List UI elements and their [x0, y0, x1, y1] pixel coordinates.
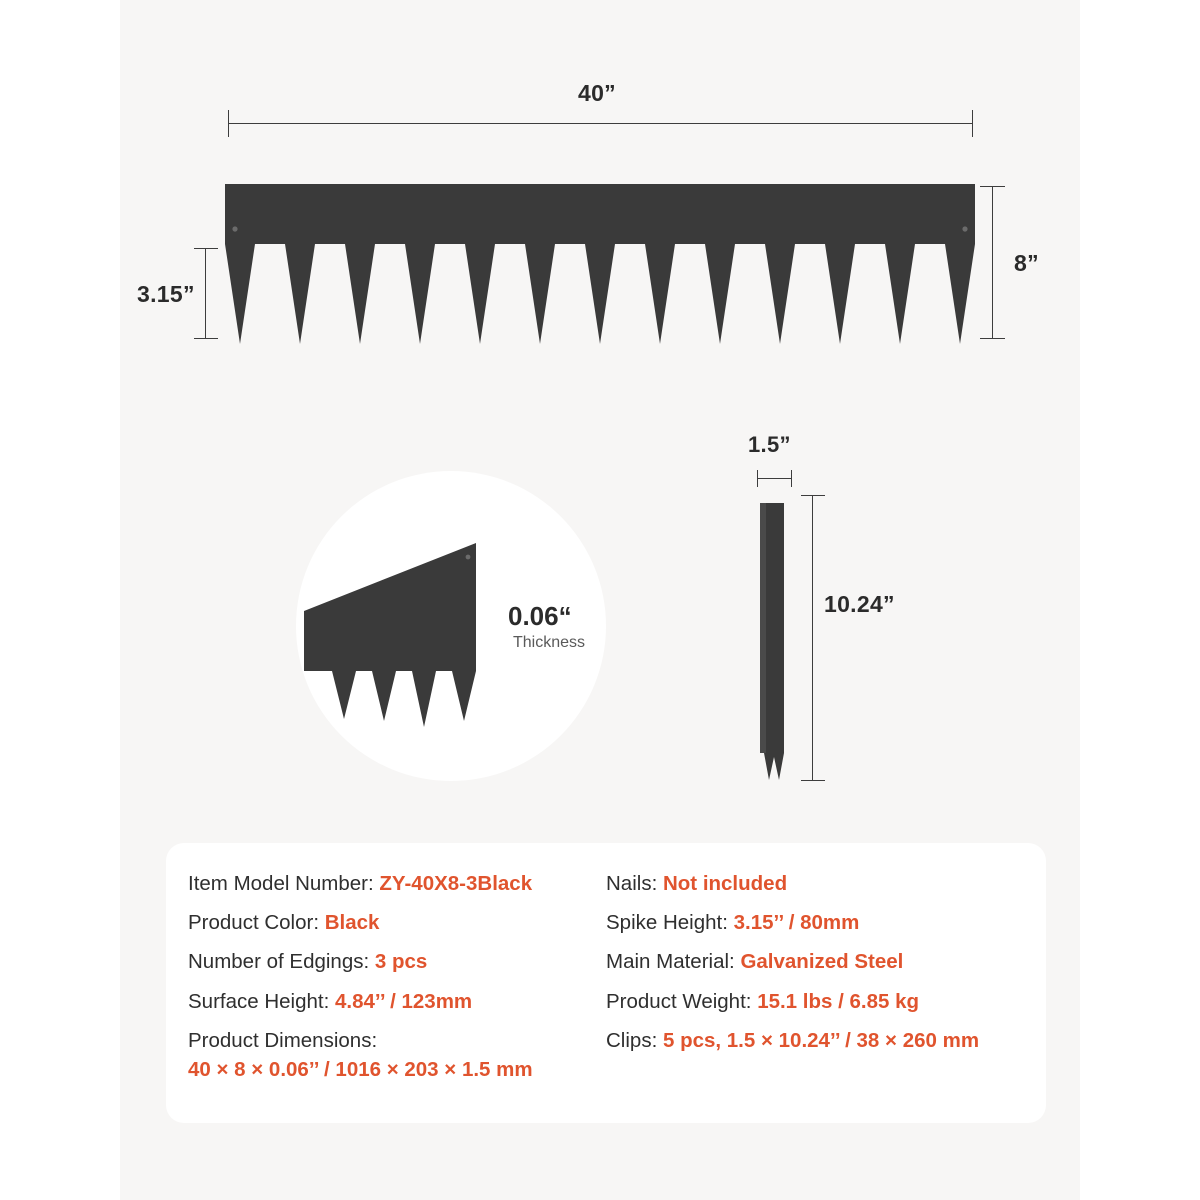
dimension-line-spike-height — [205, 248, 206, 338]
dimension-tick-left — [228, 110, 229, 137]
spec-label: Main Material: — [606, 950, 735, 974]
dimension-tick-height-top — [980, 186, 1005, 187]
spec-column-left — [188, 871, 608, 1096]
spec-row — [188, 1028, 608, 1083]
clip-svg — [758, 495, 790, 780]
spec-value: Not included — [662, 872, 788, 895]
thickness-detail-hole — [466, 555, 471, 560]
clip-highlight — [760, 503, 766, 753]
spec-value: 15.1 lbs / 6.85 kg — [757, 989, 920, 1013]
spec-value: Galvanized Steel — [740, 950, 904, 974]
spec-row — [606, 871, 1036, 897]
thickness-detail-shape — [304, 543, 476, 727]
spec-label: Product Weight: — [606, 989, 752, 1013]
spec-row — [606, 1028, 1036, 1054]
spec-value: 3.15’’ / 80mm — [733, 911, 860, 935]
dimension-line-clip-length — [812, 495, 813, 780]
spec-label: Item Model Number: — [188, 872, 374, 895]
dimension-tick-spike-bottom — [194, 338, 218, 339]
edging-hole-left — [232, 226, 237, 231]
spec-row — [606, 949, 1036, 975]
spec-row — [188, 871, 608, 897]
garden-edging-panel — [225, 184, 975, 344]
dimension-tick-clip-bottom — [801, 780, 825, 781]
spec-label: Product Dimensions: — [188, 1028, 378, 1052]
dimension-line-clip-width — [757, 478, 792, 479]
dimension-tick-clip-top — [801, 495, 825, 496]
dimension-line-overall-height — [992, 186, 993, 338]
edging-body — [225, 184, 975, 344]
spec-value: 40 × 8 × 0.06’’ / 1016 × 203 × 1.5 mm — [188, 1058, 533, 1082]
thickness-caption: Thickness — [513, 634, 586, 651]
spec-row — [188, 989, 608, 1015]
spec-value: ZY-40X8-3Black — [379, 872, 533, 895]
dimension-line-overall-length — [228, 123, 973, 124]
dimension-tick-right — [972, 110, 973, 137]
edging-hole-right — [962, 226, 967, 231]
spec-label: Product Color: — [188, 911, 320, 935]
spec-row — [188, 949, 608, 975]
spec-label: Clips: — [606, 1028, 658, 1052]
specification-card — [166, 843, 1046, 1123]
spec-label: Nails: — [606, 872, 658, 895]
spec-row — [606, 989, 1036, 1015]
dimension-tick-clip-left — [757, 470, 758, 487]
spec-label: Number of Edgings: — [188, 950, 370, 974]
spec-row — [606, 910, 1036, 936]
thickness-value-label: 0.06“ — [508, 601, 572, 631]
spec-value: 4.84’’ / 123mm — [335, 989, 473, 1013]
spec-value: 3 pcs — [374, 950, 428, 974]
dimension-tick-clip-right — [791, 470, 792, 487]
dimension-label-overall-height: 8” — [1014, 250, 1039, 276]
edging-svg — [225, 184, 975, 344]
spec-value: Black — [324, 911, 380, 935]
spec-column-right — [606, 871, 1036, 1067]
dimension-tick-height-bottom — [980, 338, 1005, 339]
dimension-label-overall-length: 40” — [578, 80, 616, 106]
spec-row — [188, 910, 608, 936]
spec-label: Surface Height: — [188, 989, 330, 1013]
clip-part — [758, 495, 790, 780]
dimension-label-spike-height: 3.15” — [137, 281, 195, 307]
spec-value: 5 pcs, 1.5 × 10.24’’ / 38 × 260 mm — [662, 1028, 980, 1052]
spec-label: Spike Height: — [606, 911, 728, 935]
dimension-tick-spike-top — [194, 248, 218, 249]
dimension-label-clip-width: 1.5” — [748, 432, 791, 457]
dimension-label-clip-length: 10.24” — [824, 591, 895, 617]
